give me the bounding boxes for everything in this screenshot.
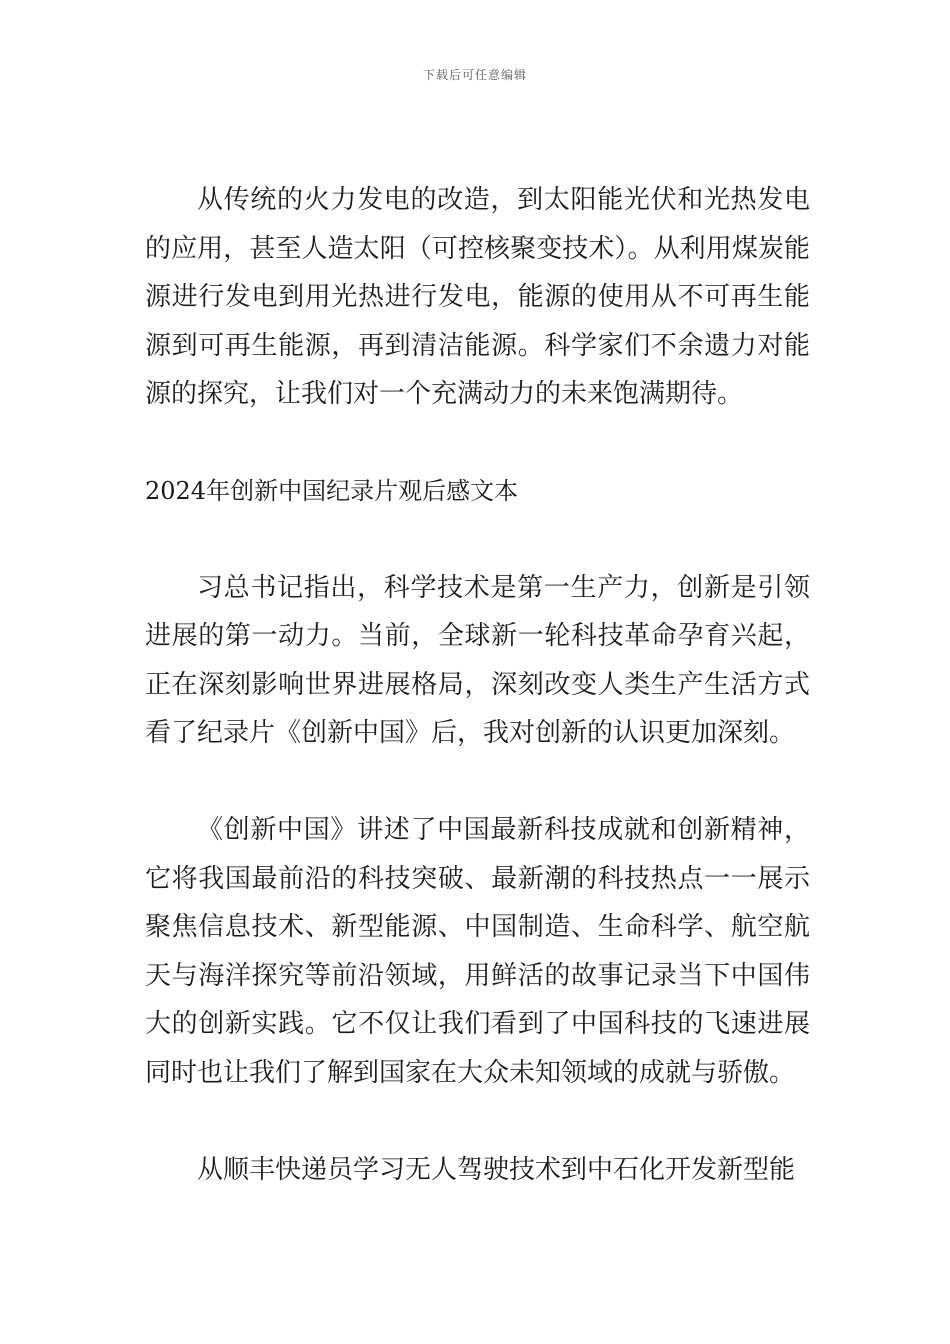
paragraph-spacer bbox=[145, 1098, 810, 1146]
paragraph-spacer bbox=[145, 516, 810, 564]
paragraph-documentary: 《创新中国》讲述了中国最新科技成就和创新精神，它将我国最前沿的科技突破、最新潮的科技热点一一展示聚焦信息技术、新型能源、中国制造、生命科学、航空航天与海洋探究等前沿领域，用鲜活的故事记录当下中国伟大的创新实践。它不仅让我们看到了中国科技的飞速进展同时也让我们了解到国家在大众未知领域的成就与骄傲。 bbox=[145, 814, 810, 1088]
section-heading: 2024年创新中国纪录片观后感文本 bbox=[145, 476, 519, 505]
paragraph-spacer bbox=[145, 419, 810, 467]
paragraph-examples: 从顺丰快递员学习无人驾驶技术到中石化开发新型能 bbox=[197, 1154, 796, 1185]
paragraph-spacer bbox=[145, 758, 810, 806]
paragraph-innovation: 习总书记指出，科学技术是第一生产力，创新是引领进展的第一动力。当前，全球新一轮科技革命孕育兴起，正在深刻影响世界进展格局，深刻改变人类生产生活方式看了纪录片《创新中国》后，我对创新的认识更加深刻。 bbox=[145, 572, 810, 749]
document-body bbox=[145, 176, 810, 1194]
header-note: 下载后可任意编辑 bbox=[422, 68, 527, 82]
paragraph-energy: 从传统的火力发电的改造，到太阳能光伏和光热发电的应用，甚至人造太阳（可控核聚变技术）。从利用煤炭能源进行发电到用光热进行发电，能源的使用从不可再生能源到可再生能源，再到清洁能源。科学家们不余遗力对能源的探究，让我们对一个充满动力的未来饱满期待。 bbox=[145, 185, 810, 410]
